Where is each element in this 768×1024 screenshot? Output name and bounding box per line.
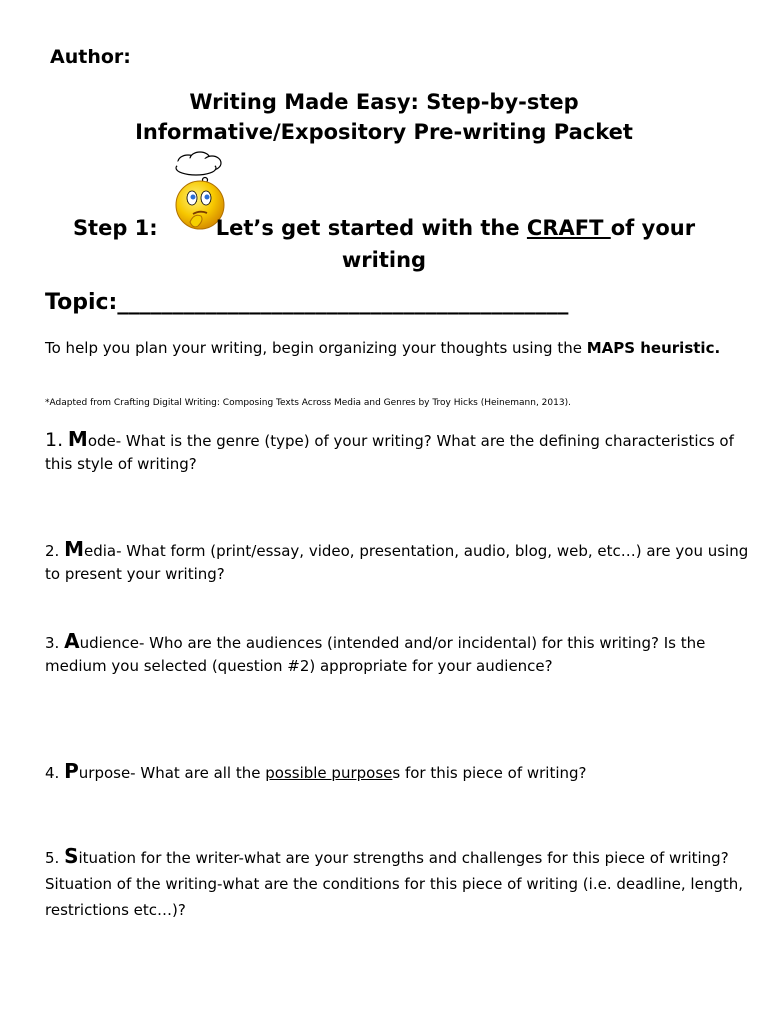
footnote: *Adapted from Crafting Digital Writing: Composing Texts Across Media and Genres by Troy Hicks (Heinemann, 2013). bbox=[45, 398, 571, 408]
topic-line bbox=[45, 290, 568, 315]
question-text: ituation for the writer-what are your strengths and challenges for this piece of writing? Situation of the writing-what are the conditions for this piece of writing (i.e. deadline, length, restrictions etc…)? bbox=[45, 849, 744, 919]
step-label: Step 1: bbox=[72, 216, 158, 240]
author-label: Author: bbox=[50, 46, 131, 68]
question-text-before: urpose- What are all the bbox=[78, 764, 266, 782]
question-purpose bbox=[45, 760, 765, 785]
question-number: 3. bbox=[45, 634, 60, 652]
intro-text: To help you plan your writing, begin organizing your thoughts using the bbox=[45, 339, 587, 357]
topic-label: Topic: bbox=[45, 290, 118, 315]
topic-blank: _________________________________________ bbox=[117, 290, 569, 315]
question-text-after: s for this piece of writing? bbox=[392, 764, 587, 782]
question-text: udience- Who are the audiences (intended and/or incidental) for this writing? Is the medium you selected (question #2) appropriate for your audience? bbox=[45, 634, 706, 675]
question-letter: M bbox=[64, 537, 84, 561]
step-line-2: writing bbox=[341, 248, 427, 272]
question-letter: M bbox=[67, 427, 88, 451]
question-text: edia- What form (print/essay, video, presentation, audio, blog, web, etc…) are you using to present your writing? bbox=[45, 542, 749, 583]
title-line-1: Writing Made Easy: Step-by-step bbox=[189, 90, 579, 114]
question-audience bbox=[45, 630, 765, 678]
question-situation bbox=[45, 843, 765, 923]
craft-word: CRAFT bbox=[526, 216, 611, 240]
question-number: 4. bbox=[45, 764, 60, 782]
title-line-2: Informative/Expository Pre-writing Packet bbox=[135, 120, 633, 144]
question-letter: A bbox=[64, 629, 80, 653]
question-number: 5. bbox=[45, 849, 60, 867]
step-text-after: of your bbox=[610, 216, 696, 240]
question-letter: P bbox=[64, 759, 79, 783]
step-heading bbox=[0, 212, 768, 276]
question-media bbox=[45, 538, 765, 586]
intro-paragraph bbox=[45, 336, 745, 360]
question-text: ode- What is the genre (type) of your writing? What are the defining characteristics of this style of writing? bbox=[45, 432, 734, 473]
question-number: 2. bbox=[45, 542, 60, 560]
possible-purposes-underlined: possible purpose bbox=[265, 764, 393, 782]
step-text-before: Let’s get started with the bbox=[215, 216, 527, 240]
question-mode bbox=[45, 428, 765, 476]
maps-heuristic: MAPS heuristic. bbox=[586, 339, 721, 357]
question-letter: S bbox=[64, 844, 79, 868]
question-number: 1. bbox=[45, 429, 64, 451]
